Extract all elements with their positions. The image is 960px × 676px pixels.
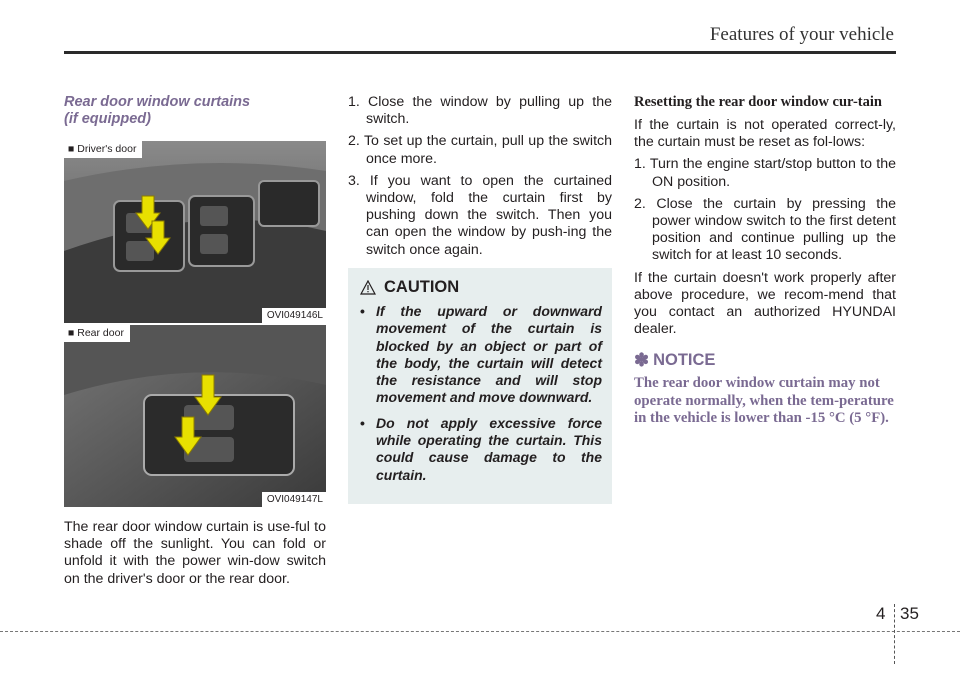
reset-section-title: Resetting the rear door window cur-tain bbox=[634, 94, 882, 110]
notice-star-icon: ✽ bbox=[634, 350, 650, 371]
photo-rear-door bbox=[64, 325, 326, 507]
intro-paragraph: The rear door window curtain is use-ful to shade off the sunlight. You can fold or unfold it with the power win-dow switch on the driver's door or the rear door. bbox=[64, 519, 326, 587]
reset-outro: If the curtain doesn't work properly after above procedure, we recom-mend that you contact an authorized HYUNDAI dealer. bbox=[634, 269, 896, 338]
reset-intro: If the curtain is not operated correct-ly, the curtain must be reset as fol-lows: bbox=[634, 117, 896, 151]
photo-code-drivers-door: OVI049146L bbox=[262, 308, 326, 323]
list-item: 3. If you want to open the curtained window, fold the curtain first by pushing down the switch. Then you can open the window by push-ing the switch once again. bbox=[348, 172, 612, 258]
chapter-number: 4 bbox=[876, 604, 886, 623]
caution-heading: CAUTION bbox=[360, 278, 602, 297]
rear-door-switch-image bbox=[64, 325, 326, 507]
list-item: • If the upward or downward movement of the curtain is blocked by an object or part of the body, the curtain will detect the resistance and will stop movement and move downward. bbox=[360, 303, 602, 407]
caution-box bbox=[348, 268, 612, 504]
photo-drivers-door bbox=[64, 141, 326, 323]
caution-list bbox=[360, 303, 602, 484]
list-item: 2. To set up the curtain, pull up the switch once more. bbox=[348, 133, 612, 167]
list-item: 2. Close the curtain by pressing the power window switch to the first detent position and continue pulling up the switch for at least 10 seconds. bbox=[634, 195, 896, 264]
notice-text: The rear door window curtain may not operate normally, when the tem-perature in the vehicle is lower than -15 °C (5 °F). bbox=[634, 375, 894, 427]
page-header-title: Features of your vehicle bbox=[709, 24, 894, 45]
column-left bbox=[64, 94, 326, 128]
drivers-door-switch-image bbox=[64, 141, 326, 323]
curtain-steps-list bbox=[348, 94, 612, 259]
list-item: 1. Close the window by pulling up the switch. bbox=[348, 94, 612, 128]
list-item: • Do not apply excessive force while operating the curtain. This could cause damage to the curtain. bbox=[360, 415, 602, 484]
warning-triangle-icon bbox=[360, 280, 376, 295]
photo-label-rear-door: ■ Rear door bbox=[64, 325, 130, 342]
photo-code-rear-door: OVI049147L bbox=[262, 492, 326, 507]
page-number: 35 bbox=[900, 604, 919, 623]
section-title: Rear door window curtains (if equipped) bbox=[64, 94, 251, 127]
notice-heading: ✽ NOTICE bbox=[634, 350, 716, 371]
list-item: 1. Turn the engine start/stop button to the ON position. bbox=[634, 156, 896, 190]
footer-rule bbox=[0, 631, 960, 632]
column-right bbox=[634, 94, 896, 428]
header-rule bbox=[64, 51, 896, 54]
reset-steps-list bbox=[634, 156, 896, 264]
photo-label-drivers-door: ■ Driver's door bbox=[64, 141, 142, 158]
column-middle bbox=[348, 94, 612, 264]
footer-divider bbox=[894, 604, 895, 664]
